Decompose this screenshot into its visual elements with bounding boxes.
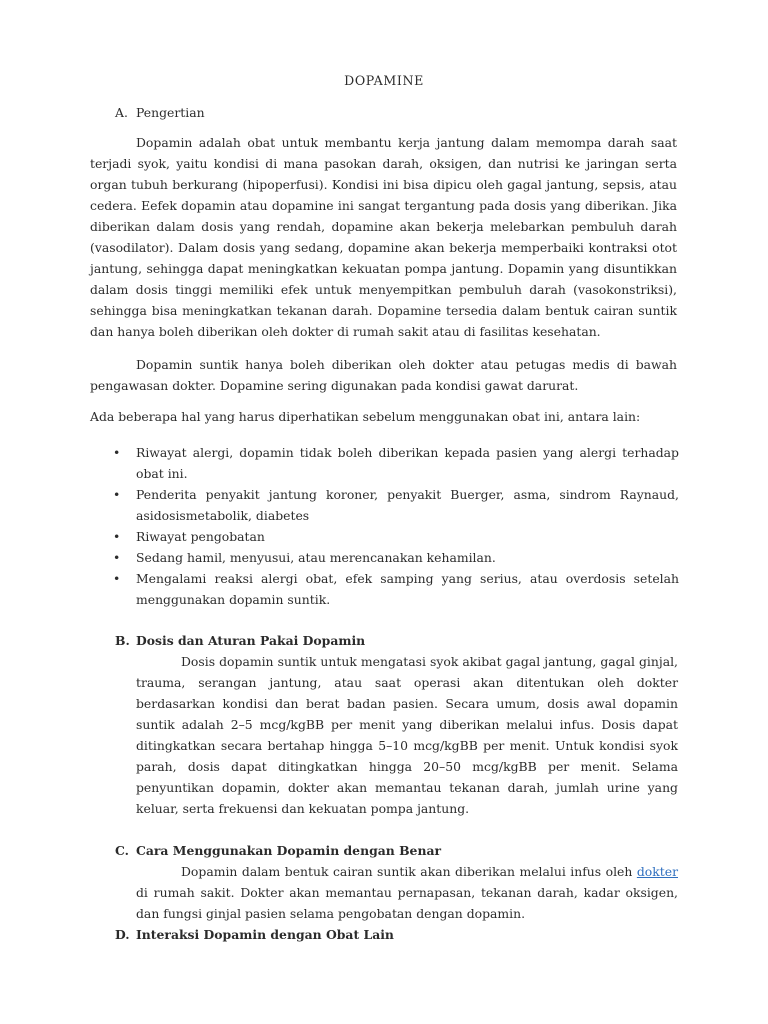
list-item: • Penderita penyakit jantung koroner, penyakit Buerger, asma, sindrom Raynaud, asidosismetabolik, diabetes [113,484,679,526]
section-heading: Dosis dan Aturan Pakai Dopamin [136,633,366,648]
section-heading: Cara Menggunakan Dopamin dengan Benar [136,843,442,858]
bullet-icon: • [113,445,121,460]
bullet-icon: • [113,529,121,544]
section-heading: Pengertian [136,105,205,120]
pengertian-paragraph-3: Ada beberapa hal yang harus diperhatikan sebelum menggunakan obat ini, antara lain: [90,409,641,424]
section-letter: C. [115,843,129,858]
bullet-icon: • [113,571,121,586]
bullet-icon: • [113,550,121,565]
pengertian-paragraph-2: Dopamin suntik hanya boleh diberikan oleh dokter atau petugas medis di bawah pengawasan dokter. Dopamine sering digunakan pada kondisi gawat darurat. [90,357,677,393]
list-item: • Sedang hamil, menyusui, atau merencanakan kehamilan. [113,547,679,568]
list-item: • Riwayat alergi, dopamin tidak boleh diberikan kepada pasien yang alergi terhadap obat ini. [113,442,679,484]
precaution-list [113,442,679,610]
cara-paragraph: Dopamin dalam bentuk cairan suntik akan diberikan melalui infus oleh dokter di rumah sakit. Dokter akan memantau pernapasan, tekanan darah, kadar oksigen, dan fungsi ginjal pasien selama pengobatan dengan dopamin. [136,864,678,921]
bullet-icon: • [113,487,121,502]
document-title: DOPAMINE [344,73,424,88]
section-letter: A. [115,105,128,120]
list-item: • Mengalami reaksi alergi obat, efek samping yang serius, atau overdosis setelah menggunakan dopamin suntik. [113,568,679,610]
section-letter: D. [115,927,130,942]
list-item: • Riwayat pengobatan [113,526,679,547]
section-heading: Interaksi Dopamin dengan Obat Lain [136,927,394,942]
dosis-paragraph: Dosis dopamin suntik untuk mengatasi syok akibat gagal jantung, gagal ginjal, trauma, serangan jantung, atau saat operasi akan ditentukan oleh dokter berdasarkan kondisi dan berat badan pasien. Secara umum, dosis awal dopamin suntik adalah 2–5 mcg/kgBB per menit yang diberikan melalui infus. Dosis dapat ditingkatkan secara bertahap hingga 5–10 mcg/kgBB per menit. Untuk kondisi syok parah, dosis dapat ditingkatkan hingga 20–50 mcg/kgBB per menit. Selama penyuntikan dopamin, dokter akan memantau tekanan darah, jumlah urine yang keluar, serta frekuensi dan kekuatan pompa jantung. [136,654,678,816]
pengertian-paragraph-1: Dopamin adalah obat untuk membantu kerja jantung dalam memompa darah saat terjadi syok, yaitu kondisi di mana pasokan darah, oksigen, dan nutrisi ke jaringan serta organ tubuh berkurang (hipoperfusi). Kondisi ini bisa dipicu oleh gagal jantung, sepsis, atau cedera. Eefek dopamin atau dopamine ini sangat tergantung pada dosis yang diberikan. Jika diberikan dalam dosis yang rendah, dopamine akan bekerja melebarkan pembuluh darah (vasodilator). Dalam dosis yang sedang, dopamine akan bekerja memperbaiki kontraksi otot jantung, sehingga dapat meningkatkan kekuatan pompa jantung. Dopamin yang disuntikkan dalam dosis tinggi memiliki efek untuk menyempitkan pembuluh darah (vasokonstriksi), sehingga bisa meningkatkan tekanan darah. Dopamine tersedia dalam bentuk cairan suntik dan hanya boleh diberikan oleh dokter di rumah sakit atau di fasilitas kesehatan. [90,135,677,339]
dokter-link[interactable]: dokter [636,864,678,879]
section-letter: B. [115,633,130,648]
